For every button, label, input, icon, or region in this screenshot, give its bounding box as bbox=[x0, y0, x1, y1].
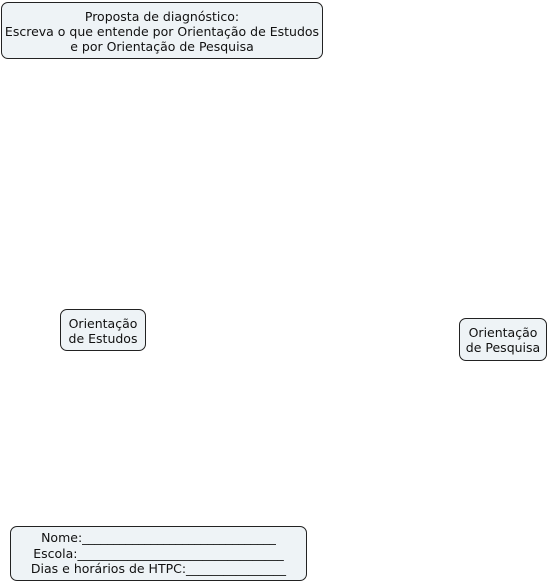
identification-form-box bbox=[10, 526, 307, 581]
pesquisa-label-line-1: Orientação bbox=[468, 325, 538, 340]
orientacao-estudos-node bbox=[60, 309, 146, 351]
diagnostic-prompt-box bbox=[1, 2, 323, 59]
prompt-instruction-line-1: Escreva o que entende por Orientação de Estudos bbox=[4, 24, 320, 39]
orientacao-pesquisa-node bbox=[459, 318, 547, 361]
estudos-label-line-2: de Estudos bbox=[68, 331, 138, 346]
estudos-label-line-1: Orientação bbox=[68, 316, 138, 331]
pesquisa-label-line-2: de Pesquisa bbox=[465, 340, 541, 355]
form-dias-line: Dias e horários de HTPC:________________ bbox=[30, 561, 287, 576]
prompt-title: Proposta de diagnóstico: bbox=[84, 9, 240, 24]
form-escola-line: Escola:_________________________________ bbox=[33, 545, 284, 561]
form-nome-line: Nome:_______________________________ bbox=[41, 530, 276, 545]
prompt-instruction-line-2: e por Orientação de Pesquisa bbox=[70, 39, 254, 54]
